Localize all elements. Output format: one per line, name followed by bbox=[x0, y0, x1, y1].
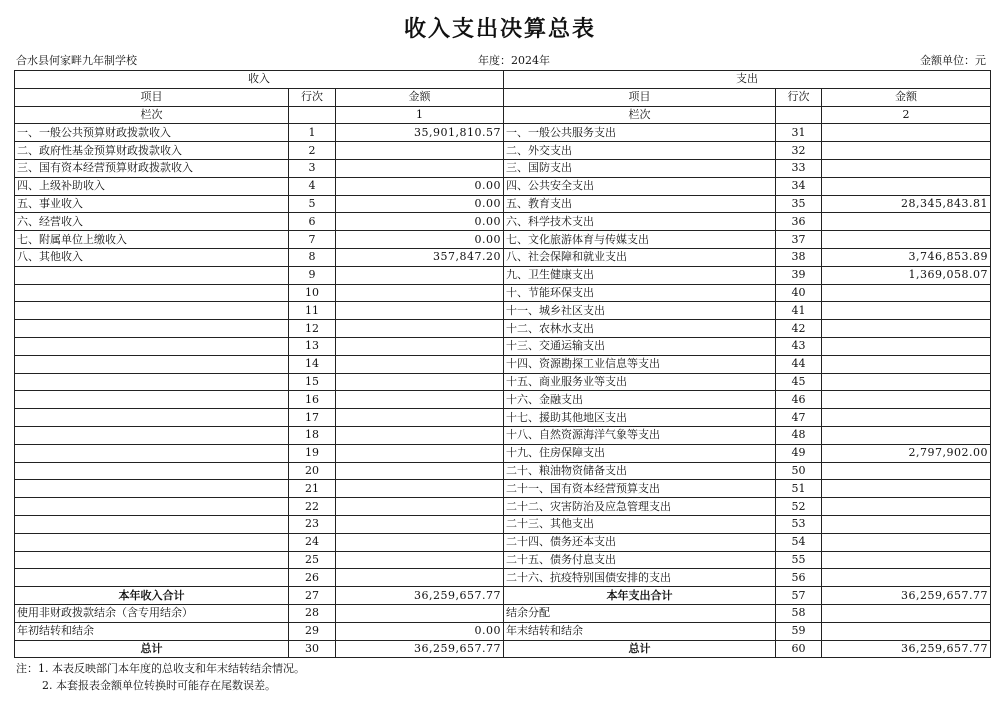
income-rowno-cell: 16 bbox=[289, 391, 336, 409]
year-income-total-amount: 36,259,657.77 bbox=[336, 587, 504, 605]
grand-income-no: 30 bbox=[289, 640, 336, 658]
expense-lanci-number: 2 bbox=[822, 106, 991, 124]
end-balance-amount bbox=[822, 622, 991, 640]
expense-rowno-cell: 48 bbox=[776, 426, 822, 444]
income-item-cell bbox=[15, 409, 289, 427]
income-amount-cell bbox=[336, 337, 504, 355]
expense-rowno-cell: 51 bbox=[776, 480, 822, 498]
income-rowno-cell: 3 bbox=[289, 159, 336, 177]
footnote-2: 2. 本套报表金额单位转换时可能存在尾数误差。 bbox=[42, 679, 276, 692]
expense-rowno-cell: 47 bbox=[776, 409, 822, 427]
income-item-cell: 一、一般公共预算财政拨款收入 bbox=[15, 124, 289, 142]
income-rowno-cell: 23 bbox=[289, 515, 336, 533]
table-row bbox=[15, 284, 991, 302]
income-item-cell: 二、政府性基金预算财政拨款收入 bbox=[15, 142, 289, 160]
expense-item-cell: 十七、援助其他地区支出 bbox=[504, 409, 776, 427]
income-amount-cell bbox=[336, 284, 504, 302]
expense-rowno-cell: 53 bbox=[776, 515, 822, 533]
table-row bbox=[15, 480, 991, 498]
expense-amount-cell bbox=[822, 373, 991, 391]
expense-item-cell: 十四、资源勘探工业信息等支出 bbox=[504, 355, 776, 373]
table-row bbox=[15, 355, 991, 373]
income-amount-cell bbox=[336, 533, 504, 551]
income-lanci-number: 1 bbox=[336, 106, 504, 124]
column-header-row bbox=[15, 88, 991, 106]
surplus-dist-amount bbox=[822, 604, 991, 622]
income-amount-cell bbox=[336, 569, 504, 587]
lanci-row bbox=[15, 106, 991, 124]
expense-amount-cell bbox=[822, 355, 991, 373]
grand-expense-no: 60 bbox=[776, 640, 822, 658]
income-item-cell bbox=[15, 373, 289, 391]
expense-rowno-cell: 35 bbox=[776, 195, 822, 213]
income-amount-cell bbox=[336, 159, 504, 177]
expense-amount-cell bbox=[822, 231, 991, 249]
income-rowno-cell: 8 bbox=[289, 248, 336, 266]
income-item-cell: 六、经营收入 bbox=[15, 213, 289, 231]
expense-item-cell: 二、外交支出 bbox=[504, 142, 776, 160]
income-rowno-cell: 5 bbox=[289, 195, 336, 213]
surplus-dist-no: 58 bbox=[776, 604, 822, 622]
expense-rowno-cell: 49 bbox=[776, 444, 822, 462]
expense-amount-cell bbox=[822, 391, 991, 409]
surplus-dist-label: 结余分配 bbox=[504, 604, 776, 622]
income-amount-cell bbox=[336, 462, 504, 480]
expense-lanci-label: 栏次 bbox=[504, 106, 776, 124]
expense-item-cell: 二十一、国有资本经营预算支出 bbox=[504, 480, 776, 498]
expense-item-cell: 十一、城乡社区支出 bbox=[504, 302, 776, 320]
income-rowno-cell: 1 bbox=[289, 124, 336, 142]
grand-expense-label: 总计 bbox=[504, 640, 776, 658]
income-section-header: 收入 bbox=[15, 71, 504, 89]
income-item-cell bbox=[15, 284, 289, 302]
year-expense-total-amount: 36,259,657.77 bbox=[822, 587, 991, 605]
expense-rowno-cell: 39 bbox=[776, 266, 822, 284]
income-amount-cell bbox=[336, 373, 504, 391]
income-rowno-cell: 22 bbox=[289, 498, 336, 516]
income-amount-cell bbox=[336, 355, 504, 373]
income-item-cell bbox=[15, 515, 289, 533]
nonfiscal-no: 28 bbox=[289, 604, 336, 622]
expense-rowno-cell: 34 bbox=[776, 177, 822, 195]
expense-item-cell: 九、卫生健康支出 bbox=[504, 266, 776, 284]
year-income-total-no: 27 bbox=[289, 587, 336, 605]
income-amount-cell: 0.00 bbox=[336, 213, 504, 231]
expense-amount-cell bbox=[822, 498, 991, 516]
expense-item-cell: 二十六、抗疫特别国债安排的支出 bbox=[504, 569, 776, 587]
table-row bbox=[15, 569, 991, 587]
income-rowno-cell: 15 bbox=[289, 373, 336, 391]
expense-item-cell: 二十四、债务还本支出 bbox=[504, 533, 776, 551]
nonfiscal-label: 使用非财政拨款结余（含专用结余） bbox=[15, 604, 289, 622]
nonfiscal-amount bbox=[336, 604, 504, 622]
income-item-cell bbox=[15, 320, 289, 338]
income-lanci-label: 栏次 bbox=[15, 106, 289, 124]
income-rowno-cell: 14 bbox=[289, 355, 336, 373]
expense-item-cell: 十六、金融支出 bbox=[504, 391, 776, 409]
footnotes bbox=[16, 660, 305, 694]
table-row bbox=[15, 444, 991, 462]
table-row bbox=[15, 320, 991, 338]
table-row bbox=[15, 302, 991, 320]
income-rowno-cell: 21 bbox=[289, 480, 336, 498]
grand-expense-amount: 36,259,657.77 bbox=[822, 640, 991, 658]
income-amount-cell bbox=[336, 409, 504, 427]
income-rowno-cell: 20 bbox=[289, 462, 336, 480]
expense-amount-cell bbox=[822, 551, 991, 569]
expense-rowno-cell: 33 bbox=[776, 159, 822, 177]
expense-rowno-cell: 55 bbox=[776, 551, 822, 569]
expense-amount-cell bbox=[822, 177, 991, 195]
income-rowno-cell: 9 bbox=[289, 266, 336, 284]
expense-rowno-cell: 56 bbox=[776, 569, 822, 587]
expense-rowno-cell: 36 bbox=[776, 213, 822, 231]
expense-amount-cell bbox=[822, 337, 991, 355]
expense-amount-cell bbox=[822, 302, 991, 320]
income-amount-cell: 357,847.20 bbox=[336, 248, 504, 266]
income-item-cell bbox=[15, 355, 289, 373]
income-rowno-cell: 25 bbox=[289, 551, 336, 569]
income-rowno-cell: 2 bbox=[289, 142, 336, 160]
income-item-cell bbox=[15, 569, 289, 587]
expense-amount-cell bbox=[822, 159, 991, 177]
table-row bbox=[15, 462, 991, 480]
expense-item-cell: 十二、农林水支出 bbox=[504, 320, 776, 338]
expense-item-cell: 四、公共安全支出 bbox=[504, 177, 776, 195]
table-row bbox=[15, 177, 991, 195]
table-row bbox=[15, 498, 991, 516]
income-amount-cell: 0.00 bbox=[336, 231, 504, 249]
year-income-total-label: 本年收入合计 bbox=[15, 587, 289, 605]
expense-rowno-cell: 42 bbox=[776, 320, 822, 338]
table-row bbox=[15, 124, 991, 142]
expense-item-cell: 三、国防支出 bbox=[504, 159, 776, 177]
table-row bbox=[15, 142, 991, 160]
income-item-cell bbox=[15, 462, 289, 480]
expense-amount-cell bbox=[822, 142, 991, 160]
table-row bbox=[15, 373, 991, 391]
income-rowno-cell: 7 bbox=[289, 231, 336, 249]
table-row bbox=[15, 426, 991, 444]
expense-rowno-cell: 52 bbox=[776, 498, 822, 516]
income-rowno-cell: 26 bbox=[289, 569, 336, 587]
expense-rowno-cell: 44 bbox=[776, 355, 822, 373]
income-item-cell: 七、附属单位上缴收入 bbox=[15, 231, 289, 249]
table-row bbox=[15, 195, 991, 213]
grand-income-amount: 36,259,657.77 bbox=[336, 640, 504, 658]
expense-section-header: 支出 bbox=[504, 71, 991, 89]
page-title: 收入支出决算总表 bbox=[403, 17, 596, 42]
year-total-row bbox=[15, 587, 991, 605]
expense-item-header: 项目 bbox=[504, 88, 776, 106]
currency-unit: 金额单位：元 bbox=[920, 54, 986, 67]
income-amount-cell bbox=[336, 266, 504, 284]
expense-amount-header: 金额 bbox=[822, 88, 991, 106]
income-rowno-cell: 19 bbox=[289, 444, 336, 462]
expense-item-cell: 十五、商业服务业等支出 bbox=[504, 373, 776, 391]
income-amount-cell: 0.00 bbox=[336, 195, 504, 213]
begin-balance-no: 29 bbox=[289, 622, 336, 640]
expense-rowno-cell: 31 bbox=[776, 124, 822, 142]
income-amount-cell bbox=[336, 391, 504, 409]
expense-lanci-empty bbox=[776, 106, 822, 124]
expense-item-cell: 二十、粮油物资储备支出 bbox=[504, 462, 776, 480]
income-amount-cell bbox=[336, 551, 504, 569]
begin-balance-label: 年初结转和结余 bbox=[15, 622, 289, 640]
expense-amount-cell bbox=[822, 569, 991, 587]
expense-item-cell: 七、文化旅游体育与传媒支出 bbox=[504, 231, 776, 249]
income-rowno-header: 行次 bbox=[289, 88, 336, 106]
expense-amount-cell bbox=[822, 124, 991, 142]
expense-item-cell: 八、社会保障和就业支出 bbox=[504, 248, 776, 266]
expense-amount-cell: 28,345,843.81 bbox=[822, 195, 991, 213]
table-row bbox=[15, 409, 991, 427]
income-amount-header: 金额 bbox=[336, 88, 504, 106]
table-row bbox=[15, 391, 991, 409]
expense-rowno-header: 行次 bbox=[776, 88, 822, 106]
income-rowno-cell: 4 bbox=[289, 177, 336, 195]
grand-income-label: 总计 bbox=[15, 640, 289, 658]
income-item-cell: 五、事业收入 bbox=[15, 195, 289, 213]
begin-balance-amount: 0.00 bbox=[336, 622, 504, 640]
income-rowno-cell: 11 bbox=[289, 302, 336, 320]
income-amount-cell: 35,901,810.57 bbox=[336, 124, 504, 142]
expense-rowno-cell: 37 bbox=[776, 231, 822, 249]
income-amount-cell bbox=[336, 320, 504, 338]
table-row bbox=[15, 337, 991, 355]
expense-item-cell: 十三、交通运输支出 bbox=[504, 337, 776, 355]
income-item-cell bbox=[15, 426, 289, 444]
income-rowno-cell: 12 bbox=[289, 320, 336, 338]
income-amount-cell bbox=[336, 515, 504, 533]
income-item-cell bbox=[15, 444, 289, 462]
end-balance-no: 59 bbox=[776, 622, 822, 640]
grand-total-row bbox=[15, 640, 991, 658]
expense-rowno-cell: 46 bbox=[776, 391, 822, 409]
expense-rowno-cell: 43 bbox=[776, 337, 822, 355]
expense-item-cell: 五、教育支出 bbox=[504, 195, 776, 213]
income-expense-table bbox=[14, 70, 991, 658]
unit-name: 合水县何家畔九年制学校 bbox=[16, 54, 137, 67]
income-item-cell: 八、其他收入 bbox=[15, 248, 289, 266]
table-row bbox=[15, 231, 991, 249]
table-row bbox=[15, 551, 991, 569]
income-item-cell bbox=[15, 337, 289, 355]
year-expense-total-no: 57 bbox=[776, 587, 822, 605]
expense-rowno-cell: 38 bbox=[776, 248, 822, 266]
expense-amount-cell bbox=[822, 320, 991, 338]
expense-item-cell: 十八、自然资源海洋气象等支出 bbox=[504, 426, 776, 444]
expense-amount-cell bbox=[822, 284, 991, 302]
table-row bbox=[15, 533, 991, 551]
year-expense-total-label: 本年支出合计 bbox=[504, 587, 776, 605]
expense-rowno-cell: 45 bbox=[776, 373, 822, 391]
expense-amount-cell bbox=[822, 515, 991, 533]
table-row bbox=[15, 248, 991, 266]
expense-amount-cell: 2,797,902.00 bbox=[822, 444, 991, 462]
table-row bbox=[15, 515, 991, 533]
income-amount-cell bbox=[336, 142, 504, 160]
expense-item-cell: 十九、住房保障支出 bbox=[504, 444, 776, 462]
expense-rowno-cell: 50 bbox=[776, 462, 822, 480]
expense-amount-cell bbox=[822, 213, 991, 231]
expense-item-cell: 二十三、其他支出 bbox=[504, 515, 776, 533]
table-row bbox=[15, 266, 991, 284]
income-rowno-cell: 18 bbox=[289, 426, 336, 444]
expense-amount-cell bbox=[822, 533, 991, 551]
footnote-1: 注：1. 本表反映部门本年度的总收支和年末结转结余情况。 bbox=[16, 662, 305, 675]
expense-rowno-cell: 32 bbox=[776, 142, 822, 160]
income-amount-cell bbox=[336, 498, 504, 516]
expense-amount-cell bbox=[822, 480, 991, 498]
income-item-header: 项目 bbox=[15, 88, 289, 106]
income-amount-cell bbox=[336, 444, 504, 462]
income-item-cell bbox=[15, 302, 289, 320]
section-header-row bbox=[15, 71, 991, 89]
expense-item-cell: 六、科学技术支出 bbox=[504, 213, 776, 231]
income-amount-cell bbox=[336, 302, 504, 320]
nonfiscal-row bbox=[15, 604, 991, 622]
expense-amount-cell bbox=[822, 462, 991, 480]
income-item-cell bbox=[15, 533, 289, 551]
income-rowno-cell: 6 bbox=[289, 213, 336, 231]
income-rowno-cell: 13 bbox=[289, 337, 336, 355]
income-lanci-empty bbox=[289, 106, 336, 124]
expense-amount-cell bbox=[822, 409, 991, 427]
table-row bbox=[15, 159, 991, 177]
expense-amount-cell bbox=[822, 426, 991, 444]
income-rowno-cell: 10 bbox=[289, 284, 336, 302]
expense-rowno-cell: 40 bbox=[776, 284, 822, 302]
income-amount-cell bbox=[336, 480, 504, 498]
expense-item-cell: 二十五、债务付息支出 bbox=[504, 551, 776, 569]
expense-amount-cell: 1,369,058.07 bbox=[822, 266, 991, 284]
expense-item-cell: 一、一般公共服务支出 bbox=[504, 124, 776, 142]
income-amount-cell: 0.00 bbox=[336, 177, 504, 195]
income-rowno-cell: 17 bbox=[289, 409, 336, 427]
expense-rowno-cell: 41 bbox=[776, 302, 822, 320]
income-rowno-cell: 24 bbox=[289, 533, 336, 551]
fiscal-year: 年度：2024年 bbox=[478, 54, 550, 67]
expense-item-cell: 二十二、灾害防治及应急管理支出 bbox=[504, 498, 776, 516]
expense-item-cell: 十、节能环保支出 bbox=[504, 284, 776, 302]
income-item-cell bbox=[15, 266, 289, 284]
expense-amount-cell: 3,746,853.89 bbox=[822, 248, 991, 266]
balance-row bbox=[15, 622, 991, 640]
income-item-cell bbox=[15, 551, 289, 569]
expense-rowno-cell: 54 bbox=[776, 533, 822, 551]
income-amount-cell bbox=[336, 426, 504, 444]
income-item-cell: 四、上级补助收入 bbox=[15, 177, 289, 195]
end-balance-label: 年末结转和结余 bbox=[504, 622, 776, 640]
income-item-cell bbox=[15, 480, 289, 498]
income-item-cell bbox=[15, 391, 289, 409]
income-item-cell: 三、国有资本经营预算财政拨款收入 bbox=[15, 159, 289, 177]
income-item-cell bbox=[15, 498, 289, 516]
table-row bbox=[15, 213, 991, 231]
